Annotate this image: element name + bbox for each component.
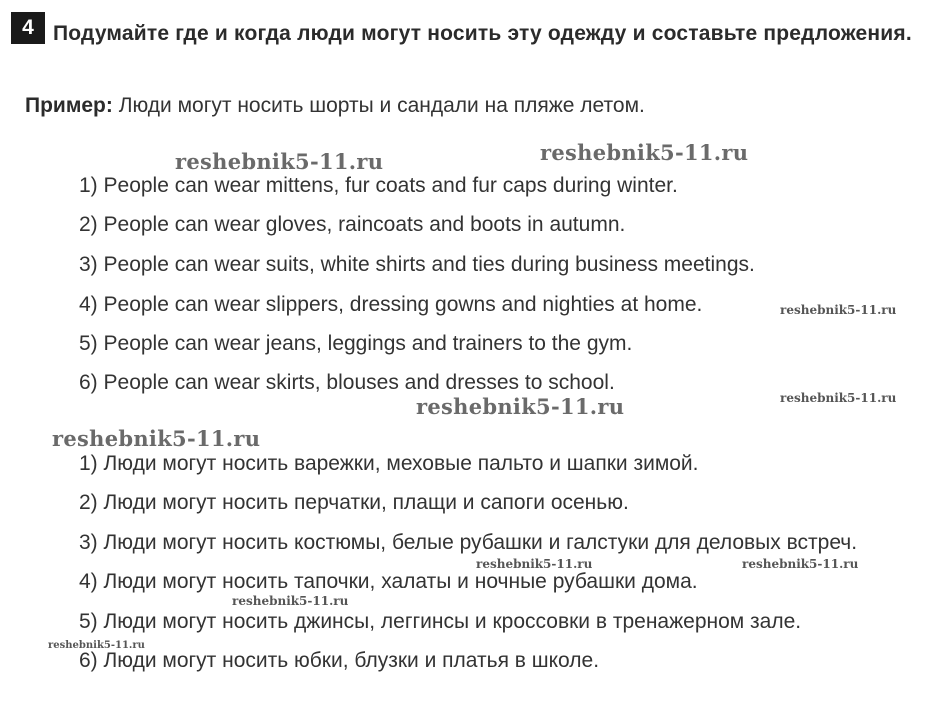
watermark: reshebnik5-11.ru: [780, 303, 897, 317]
watermark: reshebnik5-11.ru: [232, 594, 349, 608]
english-sentence-2: 2) People can wear gloves, raincoats and boots in autumn.: [79, 213, 626, 236]
russian-sentence-3: 3) Люди могут носить костюмы, белые рубашки и галстуки для деловых встреч.: [79, 531, 858, 554]
example-text: Люди могут носить шорты и сандали на пляже летом.: [118, 94, 645, 117]
english-sentence-1: 1) People can wear mittens, fur coats and fur caps during winter.: [79, 174, 678, 197]
english-sentence-5: 5) People can wear jeans, leggings and trainers to the gym.: [79, 332, 633, 355]
english-sentence-6: 6) People can wear skirts, blouses and dresses to school.: [79, 371, 615, 394]
watermark: reshebnik5-11.ru: [742, 557, 859, 571]
task-title: Подумайте где и когда люди могут носить эту одежду и составьте предложения.: [53, 22, 912, 45]
watermark: reshebnik5-11.ru: [540, 140, 749, 165]
russian-sentence-5: 5) Люди могут носить джинсы, леггинсы и кроссовки в тренажерном зале.: [79, 610, 802, 633]
russian-sentence-6: 6) Люди могут носить юбки, блузки и платья в школе.: [79, 649, 600, 672]
example-line: [25, 92, 645, 120]
watermark: reshebnik5-11.ru: [175, 149, 384, 174]
russian-sentence-4: 4) Люди могут носить тапочки, халаты и ночные рубашки дома.: [79, 570, 698, 593]
watermark: reshebnik5-11.ru: [52, 426, 261, 451]
russian-sentence-1: 1) Люди могут носить варежки, меховые пальто и шапки зимой.: [79, 452, 699, 475]
russian-sentence-2: 2) Люди могут носить перчатки, плащи и сапоги осенью.: [79, 491, 629, 514]
watermark: reshebnik5-11.ru: [48, 640, 145, 651]
example-label: Пример:: [25, 94, 113, 117]
watermark: reshebnik5-11.ru: [416, 394, 625, 419]
english-sentence-3: 3) People can wear suits, white shirts and ties during business meetings.: [79, 253, 755, 276]
task-number-badge: 4: [11, 12, 45, 44]
watermark: reshebnik5-11.ru: [476, 557, 593, 571]
watermark: reshebnik5-11.ru: [780, 391, 897, 405]
english-sentence-4: 4) People can wear slippers, dressing gowns and nighties at home.: [79, 293, 703, 316]
